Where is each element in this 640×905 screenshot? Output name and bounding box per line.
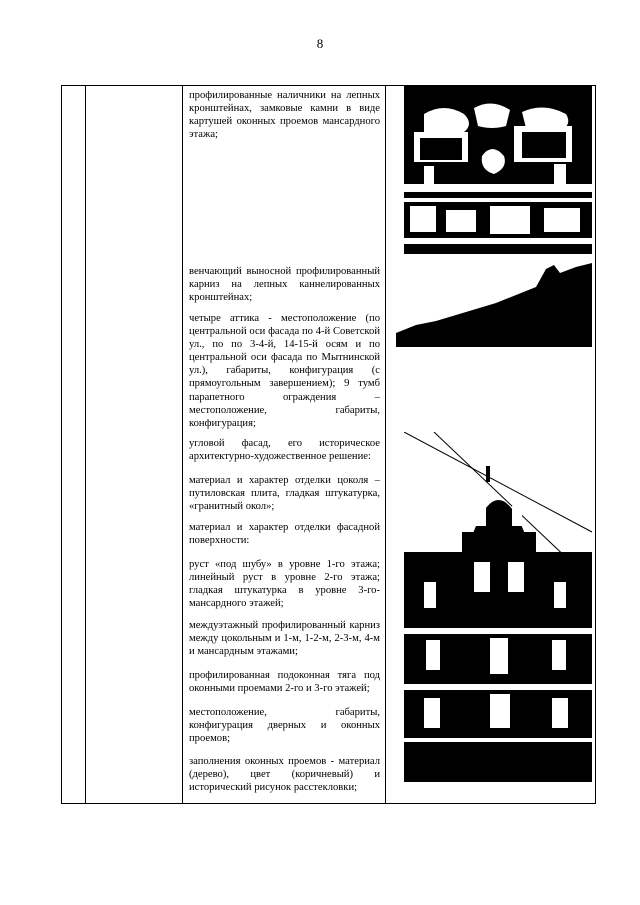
corner-facade-photo — [404, 432, 592, 782]
paragraph-attics: четыре аттика - местоположение (по центральной оси фасада по 4-й Советской ул., по по 3-4-й, 14-15-й осям и по центральной оси фасада по Мытнинской ул.), габариты, конфигурация (с прямоугольным завершением); 9 тумб парапетного ограждения – местоположение, габариты, конфигурация; — [189, 313, 380, 429]
heritage-elements-table — [61, 85, 596, 804]
cornice-photo — [396, 263, 592, 347]
paragraph-crowning-cornice: венчающий выносной профилированный карниз на лепных каннелированных кронштейнах; — [189, 266, 380, 304]
paragraph-window-sill-band: профилированная подоконная тяга под оконными проемами 2-го и 3-го этажей; — [189, 670, 380, 695]
page-number: 8 — [316, 36, 324, 51]
paragraph-openings: местоположение, габариты, конфигурация дверных и оконных проемов; — [189, 707, 380, 745]
paragraph-rustication: руст «под шубу» в уровне 1-го этажа; линейный руст в уровне 2-го этажа; гладкая штукатурка в уровне 3-го-мансардного этажей; — [189, 559, 380, 610]
column-divider-1 — [85, 86, 86, 803]
paragraph-interfloor-cornice: междуэтажный профилированный карниз между цокольным и 1-м, 1-2-м, 2-3-м, 4-м и мансардным этажами; — [189, 620, 380, 658]
column-divider-3 — [385, 86, 386, 803]
paragraph-facade-finish: материал и характер отделки фасадной поверхности: — [189, 522, 380, 547]
paragraph-plinth-finish: материал и характер отделки цоколя – путиловская плита, гладкая штукатурка, «гранитный окол»; — [189, 475, 380, 513]
paragraph-corner-facade: угловой фасад, его историческое архитектурно-художественное решение: — [189, 438, 380, 463]
column-divider-2 — [182, 86, 183, 803]
paragraph-window-fillings: заполнения оконных проемов - материал (дерево), цвет (коричневый) и исторический рисунок расстекловки; — [189, 756, 380, 794]
window-surrounds-photo — [404, 86, 592, 254]
paragraph-window-surrounds: профилированные наличники на лепных кронштейнах, замковые камни в виде картушей оконных проемов мансардного этажа; — [189, 90, 380, 141]
